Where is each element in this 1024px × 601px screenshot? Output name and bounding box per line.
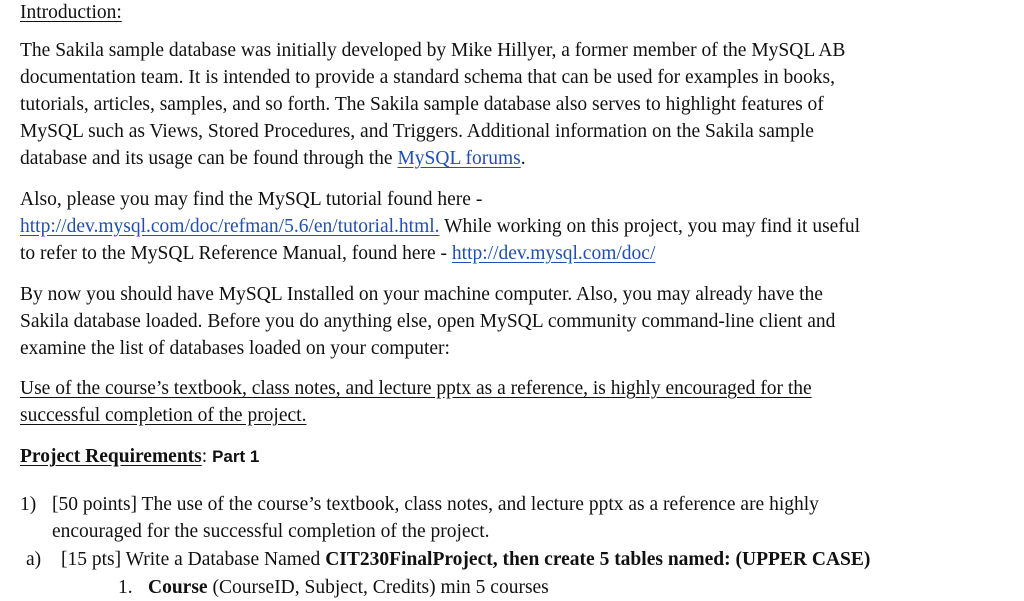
para1-line5-period: . [520, 148, 526, 169]
sub1-rest: (CourseID, Subject, Credits) min 5 courses [207, 577, 549, 598]
para4-line2: successful completion of the project. [20, 405, 307, 426]
para2-line2 [20, 213, 860, 240]
sub1-text [148, 574, 549, 601]
itemA-number: a) [26, 549, 42, 570]
itemA-text-plain: [15 pts] Write a Database Named [61, 549, 326, 570]
para3-line2: Sakila database loaded. Before you do anything else, open MySQL community command-line client and [20, 311, 836, 332]
requirements-heading [20, 443, 259, 470]
para2-line1: Also, please you may find the MySQL tutorial found here - [20, 189, 483, 210]
item1-line1: [50 points] The use of the course’s textbook, class notes, and lecture pptx as a reference are highly [52, 494, 819, 515]
intro-heading: Introduction: [20, 2, 122, 23]
para2-line3-text: to refer to the MySQL Reference Manual, found here - [20, 243, 452, 264]
requirements-colon: : [201, 446, 208, 467]
para2-line3 [20, 240, 655, 267]
requirements-title: Project Requirements [20, 446, 202, 467]
para4-line1: Use of the course’s textbook, class notes, and lecture pptx as a reference, is highly encouraged for the [20, 378, 812, 399]
mysql-forums-link[interactable]: MySQL forums [397, 148, 521, 169]
item1-line2: encouraged for the successful completion of the project. [52, 521, 490, 542]
itemA-text [61, 546, 870, 573]
para1-line3: tutorials, articles, samples, and so forth. The Sakila sample database also serves to highlight features of [20, 94, 824, 115]
para1-line5-text: database and its usage can be found through the [20, 148, 398, 169]
para1-line5 [20, 145, 526, 172]
para3-line1: By now you should have MySQL Installed on your machine computer. Also, you may already have the [20, 284, 823, 305]
para1-line1: The Sakila sample database was initially developed by Mike Hillyer, a former member of the MySQL AB [20, 40, 846, 61]
reference-manual-link[interactable]: http://dev.mysql.com/doc/ [451, 243, 656, 264]
requirements-part: Part 1 [212, 447, 260, 466]
itemA-text-bold: CIT230FinalProject, then create 5 tables named: (UPPER CASE) [325, 549, 871, 570]
para3-line3: examine the list of databases loaded on your computer: [20, 338, 450, 359]
sub1-bold: Course [148, 577, 208, 598]
para1-line4: MySQL such as Views, Stored Procedures, and Triggers. Additional information on the Sakila sample [20, 121, 814, 142]
tutorial-link[interactable]: http://dev.mysql.com/doc/refman/5.6/en/tutorial.html. [20, 216, 440, 237]
item1-number: 1) [20, 494, 37, 515]
para2-line2-text: While working on this project, you may find it useful [439, 216, 860, 237]
sub1-number: 1. [118, 577, 133, 598]
para1-line2: documentation team. It is intended to provide a standard schema that can be used for examples in books, [20, 67, 835, 88]
